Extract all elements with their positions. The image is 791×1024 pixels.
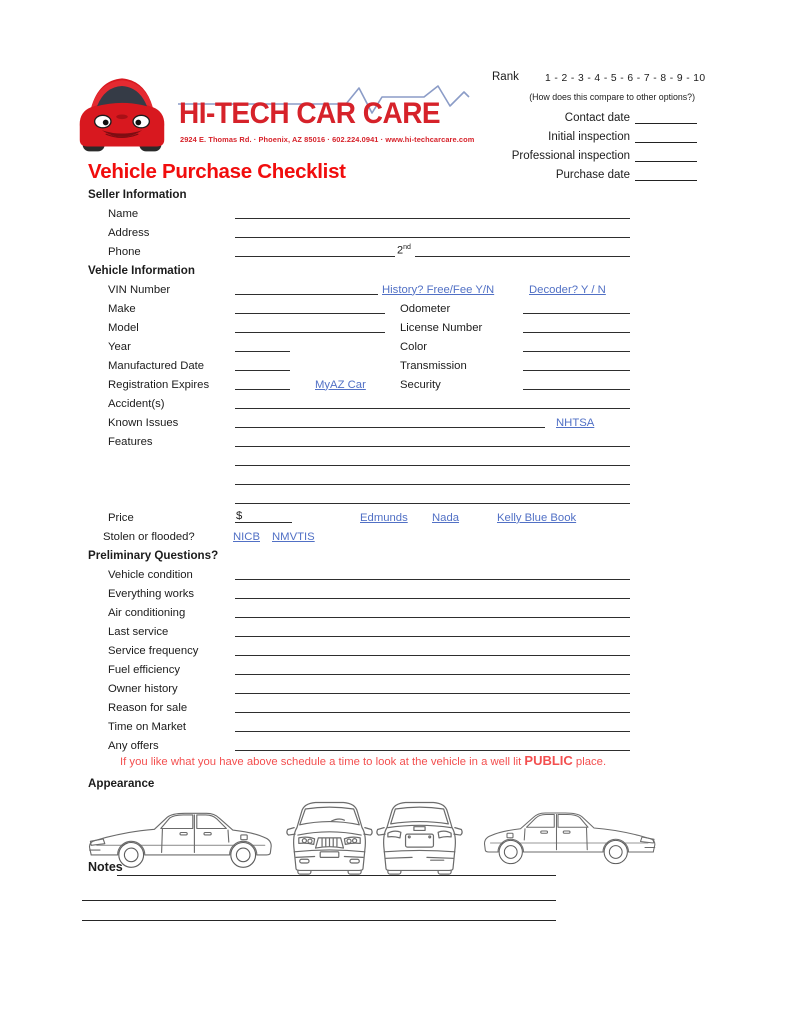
date-blank-line — [635, 110, 697, 124]
blank-line — [235, 313, 385, 314]
field-label-make: Make — [108, 302, 136, 315]
field-row-price — [0, 507, 791, 526]
checklist-form — [0, 184, 791, 792]
blank-line — [235, 256, 395, 257]
field-label: Service frequency — [108, 644, 199, 657]
field-row-vin — [0, 279, 791, 298]
blank-line — [235, 503, 630, 504]
brand-name: HI-TECH CAR CARE — [179, 97, 441, 130]
field-row-vehicle-condition — [0, 564, 791, 583]
blank-line — [235, 598, 630, 599]
blank-line — [235, 218, 630, 219]
blank-line — [235, 446, 630, 447]
notes-blank-line — [117, 875, 556, 876]
field-label-transmission: Transmission — [400, 359, 467, 372]
blank-line — [523, 370, 630, 371]
field-row-reason-for-sale — [0, 697, 791, 716]
edmunds-link[interactable]: Edmunds — [360, 511, 408, 524]
field-row-year — [0, 336, 791, 355]
blank-line — [235, 237, 630, 238]
blank-line — [235, 750, 630, 751]
field-label-name: Name — [108, 207, 139, 220]
field-row-registration-expires — [0, 374, 791, 393]
safety-warning-text: If you like what you have above schedule a time to look at the vehicle in a well lit PUBLIC place. — [120, 753, 607, 769]
car-rear-icon — [376, 796, 463, 876]
field-label: Reason for sale — [108, 701, 188, 714]
field-label-registration-expires: Registration Expires — [108, 378, 210, 391]
date-blank-line — [635, 167, 697, 181]
nicb-link[interactable]: NICB — [233, 530, 260, 543]
kelly-blue-book-link[interactable]: Kelly Blue Book — [497, 511, 577, 524]
section-preliminary-questions: Preliminary Questions? — [88, 549, 219, 563]
field-label-features: Features — [108, 435, 153, 448]
blank-line — [235, 655, 630, 656]
field-row-features — [0, 431, 791, 450]
field-row-known-issues — [0, 412, 791, 431]
field-row-model — [0, 317, 791, 336]
field-label: Fuel efficiency — [108, 663, 181, 676]
blank-line — [523, 313, 630, 314]
date-row-purchase — [469, 162, 697, 181]
nmvtis-link[interactable]: NMVTIS — [272, 530, 315, 543]
blank-line — [235, 617, 630, 618]
field-row-accidents — [0, 393, 791, 412]
notes-blank-line — [82, 900, 556, 901]
field-row-service-frequency — [0, 640, 791, 659]
blank-line — [235, 294, 378, 295]
myaz-car-link[interactable]: MyAZ Car — [315, 378, 366, 391]
blank-line — [235, 731, 630, 732]
section-appearance: Appearance — [88, 777, 155, 791]
date-label: Professional inspection — [511, 149, 630, 162]
car-front-icon — [286, 796, 373, 876]
decoder-link[interactable]: Decoder? Y / N — [529, 283, 606, 296]
field-label: Time on Market — [108, 720, 187, 733]
features-extra-row — [0, 450, 791, 469]
blank-line — [235, 408, 630, 409]
field-label-model: Model — [108, 321, 139, 334]
features-extra-row — [0, 488, 791, 507]
rank-hint: (How does this compare to other options?) — [529, 92, 695, 102]
field-row-everything-works — [0, 583, 791, 602]
date-blank-line — [635, 148, 697, 162]
phone-2nd-label: 2nd — [397, 244, 411, 257]
field-label: Any offers — [108, 739, 159, 752]
date-blank-line — [635, 129, 697, 143]
field-row-time-on-market — [0, 716, 791, 735]
date-row-initial-inspection — [469, 124, 697, 143]
field-row-phone — [0, 241, 791, 260]
date-label: Initial inspection — [548, 130, 630, 143]
field-label-accidents: Accident(s) — [108, 397, 165, 410]
field-label-price: Price — [108, 511, 134, 524]
field-label-manufactured-date: Manufactured Date — [108, 359, 205, 372]
field-row-make — [0, 298, 791, 317]
features-extra-row — [0, 469, 791, 488]
nhtsa-link[interactable]: NHTSA — [556, 416, 595, 429]
field-label: Last service — [108, 625, 169, 638]
field-label-security: Security — [400, 378, 441, 391]
safety-warning-row — [0, 754, 791, 773]
field-row-address — [0, 222, 791, 241]
blank-line — [235, 351, 290, 352]
rank-scale: 1 - 2 - 3 - 4 - 5 - 6 - 7 - 8 - 9 - 10 — [545, 73, 706, 84]
date-row-professional-inspection — [469, 143, 697, 162]
date-row-contact — [469, 105, 697, 124]
notes-blank-line — [82, 920, 556, 921]
field-label: Air conditioning — [108, 606, 186, 619]
history-link[interactable]: History? Free/Fee Y/N — [382, 283, 495, 296]
field-row-fuel-efficiency — [0, 659, 791, 678]
field-row-manufactured-date — [0, 355, 791, 374]
blank-line — [235, 522, 292, 523]
blank-line — [523, 389, 630, 390]
blank-line — [235, 427, 545, 428]
field-label: Owner history — [108, 682, 178, 695]
blank-line — [235, 389, 290, 390]
field-label-stolen-flooded: Stolen or flooded? — [103, 530, 195, 543]
field-row-name — [0, 203, 791, 222]
rank-label: Rank — [492, 71, 519, 83]
date-label: Purchase date — [555, 168, 630, 181]
field-label-color: Color — [400, 340, 427, 353]
section-seller-information: Seller Information — [88, 188, 187, 202]
notes-label: Notes — [88, 860, 123, 874]
date-label: Contact date — [564, 111, 630, 124]
nada-link[interactable]: Nada — [432, 511, 460, 524]
blank-line — [235, 636, 630, 637]
public-emphasis: PUBLIC — [524, 753, 573, 769]
page-title: Vehicle Purchase Checklist — [88, 160, 346, 183]
blank-line — [235, 712, 630, 713]
field-row-air-conditioning — [0, 602, 791, 621]
field-label-odometer: Odometer — [400, 302, 451, 315]
blank-line — [235, 465, 630, 466]
field-row-stolen-flooded — [0, 526, 791, 545]
blank-line — [235, 674, 630, 675]
blank-line — [235, 579, 630, 580]
field-label: Vehicle condition — [108, 568, 193, 581]
field-label-vin: VIN Number — [108, 283, 171, 296]
red-cartoon-car-icon — [74, 66, 170, 156]
blank-line — [235, 693, 630, 694]
field-label-known-issues: Known Issues — [108, 416, 179, 429]
blank-line — [415, 256, 630, 257]
field-label: Everything works — [108, 587, 195, 600]
dollar-sign: $ — [236, 509, 243, 522]
brand-address: 2924 E. Thomas Rd. · Phoenix, AZ 85016 · 602.224.0941 · www.hi-techcarcare.com — [180, 135, 475, 144]
section-vehicle-information: Vehicle Information — [88, 264, 195, 278]
field-label-address: Address — [108, 226, 150, 239]
field-label-phone: Phone — [108, 245, 141, 258]
blank-line — [235, 332, 385, 333]
field-label-license-number: License Number — [400, 321, 483, 334]
blank-line — [523, 351, 630, 352]
blank-line — [523, 332, 630, 333]
field-label-year: Year — [108, 340, 131, 353]
blank-line — [235, 370, 290, 371]
inspection-dates — [469, 105, 697, 181]
car-side-right-icon — [480, 806, 660, 871]
field-row-last-service — [0, 621, 791, 640]
field-row-owner-history — [0, 678, 791, 697]
field-row-any-offers — [0, 735, 791, 754]
blank-line — [235, 484, 630, 485]
